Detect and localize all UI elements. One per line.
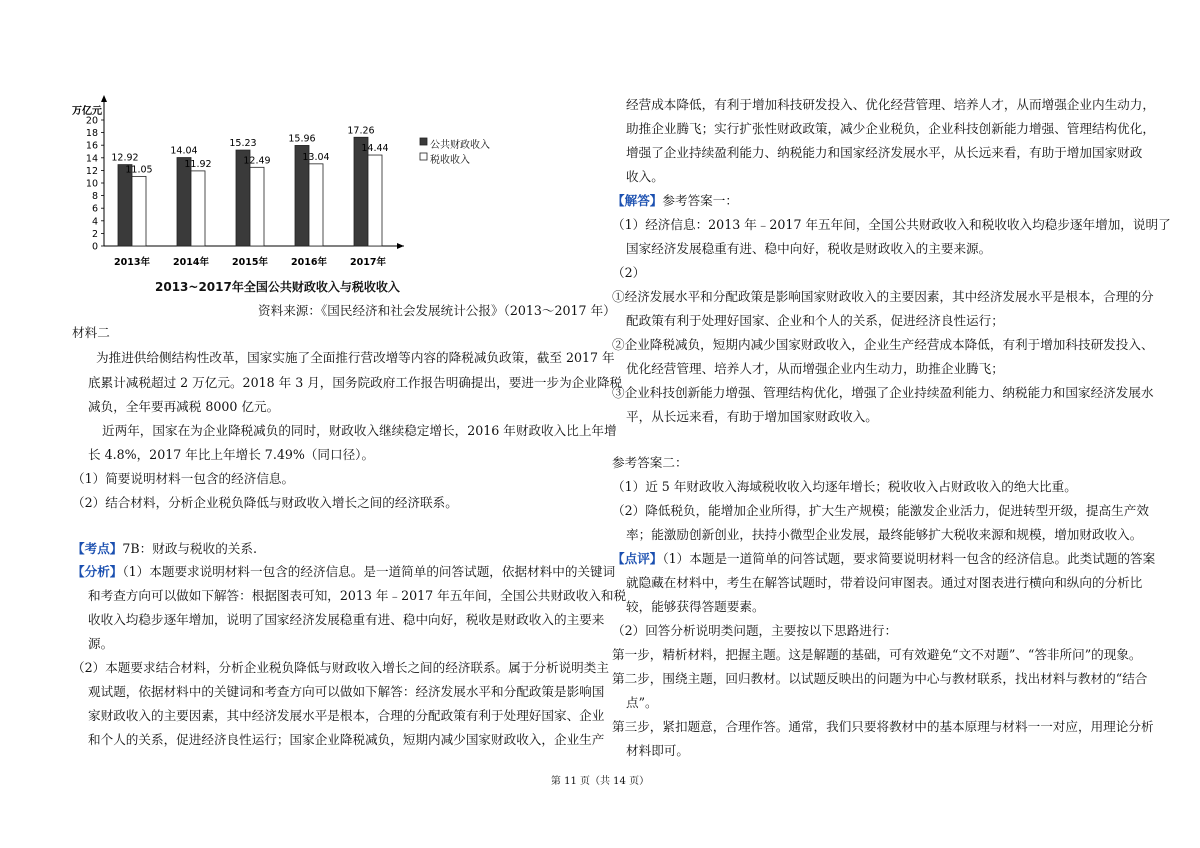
answer2-3-line1: ③企业科技创新能力增强、管理结构优化，增强了企业持续盈利能力、纳税能力和国家经济发展水 xyxy=(612,385,1154,400)
data-label: 11.05 xyxy=(125,164,153,176)
step1: 第一步，精析材料，把握主题。这是解题的基础，可有效避免“文不对题”、“答非所问”的现象。 xyxy=(612,647,1142,662)
y-tick-label: 12 xyxy=(85,165,98,177)
fenxi2-line2: 观试题，依据材料中的关键词和考查方向可以做如下解答：经济发展水平和分配政策是影响国 xyxy=(88,684,605,699)
answer-b2-line1: （2）降低税负，能增加企业所得，扩大生产规模；能激发企业活力，促进转型开级，提高生产效 xyxy=(612,503,1149,518)
bar xyxy=(177,158,191,246)
kaodian-text: 7B：财政与税收的关系. xyxy=(122,541,257,556)
x-tick-label: 2016年 xyxy=(291,257,327,268)
chart-legend xyxy=(420,138,427,160)
para2-line1: 近两年，国家在为企业降税减负的同时，财政收入继续稳定增长，2016 年财政收入比上年增 xyxy=(102,423,617,438)
fenxi2-line1: （2）本题要求结合材料，分析企业税负降低与财政收入增长之间的经济联系。属于分析说明类主 xyxy=(72,660,609,675)
data-label: 12.92 xyxy=(111,152,139,164)
y-tick-label: 2 xyxy=(91,228,98,240)
bar xyxy=(250,167,264,246)
dianping-tag: 【点评】 xyxy=(612,551,663,566)
chart-unit-label: 万亿元 xyxy=(72,106,102,117)
cont-line1: 经营成本降低，有利于增加科技研发投入、优化经营管理、培养人才，从而增强企业内生动力， xyxy=(626,97,1155,112)
step3-line2: 材料即可。 xyxy=(626,743,689,758)
fenxi-line1: 【分析】（1）本题要求说明材料一包含的经济信息。是一道简单的问答试题，依据材料中的关键词 xyxy=(72,564,616,579)
cont-line4: 收入。 xyxy=(626,169,664,184)
fenxi-line2: 和考查方向可以做如下解答：根据图表可知，2013 年﹣2017 年五年间，全国公共财政收入和税 xyxy=(88,588,627,603)
cont-line2: 助推企业腾飞；实行扩张性财政政策，减少企业税负，企业科技创新能力增强、管理结构优化， xyxy=(626,121,1155,136)
chart-source: 资料来源：《国民经济和社会发展统计公报》（2013～2017 年） xyxy=(258,303,616,318)
fenxi-line3: 收收入均稳步逐年增加，说明了国家经济发展稳重有进、稳中向好，税收是财政收入的主要来 xyxy=(88,612,605,627)
y-tick-label: 6 xyxy=(91,203,98,215)
chart-y-ticks xyxy=(86,116,104,253)
para2-line2: 长 4.8%，2017 年比上年增长 7.49%（同口径）。 xyxy=(88,447,375,462)
chart-bars xyxy=(118,137,382,246)
step2-line2: 点”。 xyxy=(626,695,658,710)
page-footer: 第 11 页（共 14 页） xyxy=(550,776,650,787)
x-tick-label: 2014年 xyxy=(173,257,209,268)
data-label: 15.96 xyxy=(288,133,316,145)
question-2: （2）结合材料，分析企业税负降低与财政收入增长之间的经济联系。 xyxy=(72,495,458,510)
answer2-2-line2: 优化经营管理、培养人才，从而增强企业内生动力，助推企业腾飞； xyxy=(626,361,1004,376)
cont-line3: 增强了企业持续盈利能力、纳税能力和国家经济发展水平，从长远来看，有助于增加国家财政 xyxy=(626,145,1143,160)
y-tick-label: 8 xyxy=(91,191,98,203)
fenxi2-line4: 和个人的关系，促进经济良性运行；国家企业降税减负，短期内减少国家财政收入，企业生产 xyxy=(88,732,605,747)
bar xyxy=(368,155,382,246)
bar xyxy=(132,176,146,246)
para1-line3: 减负，全年要再减税 8000 亿元。 xyxy=(88,399,280,414)
y-tick-label: 16 xyxy=(85,140,98,152)
y-tick-label: 18 xyxy=(85,128,98,140)
x-tick-label: 2017年 xyxy=(350,257,386,268)
fenxi-line4: 源。 xyxy=(88,636,114,651)
legend-label-fiscal: 公共财政收入 xyxy=(430,140,490,151)
jieda-tag: 【解答】 xyxy=(612,193,663,208)
y-axis-arrow xyxy=(101,95,107,102)
data-label: 15.23 xyxy=(229,138,257,150)
dianping-line1: 【点评】（1）本题是一道简单的问答试题，要求简要说明材料一包含的经济信息。此类试题的答案 xyxy=(612,551,1156,566)
answer1-line1: （1）经济信息：2013 年﹣2017 年五年间，全国公共财政收入和税收收入均稳步逐年增加，说明了 xyxy=(612,217,1171,232)
answer2-head: （2） xyxy=(612,265,646,280)
fenxi2-line3: 家财政收入的主要因素，其中经济发展水平是根本，合理的分配政策有利于处理好国家、企业 xyxy=(88,708,605,723)
answer2-title: 参考答案二： xyxy=(612,455,688,470)
material-title: 材料二 xyxy=(72,325,110,340)
step2-line1: 第二步，围绕主题，回归教材。以试题反映出的问题为中心与教材联系，找出材料与教材的“结合 xyxy=(612,671,1148,686)
y-tick-label: 0 xyxy=(91,241,98,253)
bar-chart xyxy=(70,92,430,274)
kaodian-tag: 【考点】 xyxy=(72,541,123,556)
chart-x-ticks xyxy=(114,256,386,268)
bar xyxy=(118,165,132,246)
dianping-line2: 就隐藏在材料中，考生在解答试题时，带着设问审图表。通过对图表进行横向和纵向的分析比 xyxy=(626,575,1143,590)
y-tick-label: 14 xyxy=(85,153,98,165)
answer2-1-line2: 配政策有利于处理好国家、企业和个人的关系，促进经济良性运行； xyxy=(626,313,1004,328)
para1-line2: 底累计减税超过 2 万亿元。2018 年 3 月，国务院政府工作报告明确提出，要进一步为企业降税 xyxy=(88,375,623,390)
x-axis-arrow xyxy=(397,243,404,249)
y-tick-label: 10 xyxy=(85,178,98,190)
answer2-3-line2: 平，从长远来看，有助于增加国家财政收入。 xyxy=(626,409,878,424)
legend-swatch xyxy=(420,153,427,160)
kaodian xyxy=(72,536,257,561)
answer2-1-line1: ①经济发展水平和分配政策是影响国家财政收入的主要因素，其中经济发展水平是根本，合理的分 xyxy=(612,289,1154,304)
data-label: 11.92 xyxy=(184,158,212,170)
jieda-text: 参考答案一： xyxy=(662,193,738,208)
legend-swatch xyxy=(420,138,427,145)
para1-line1: 为推进供给侧结构性改革，国家实施了全面推行营改增等内容的降税减负政策，截至 2017 年 xyxy=(96,350,615,365)
bar xyxy=(309,164,323,246)
legend-label-tax: 税收收入 xyxy=(430,155,470,166)
answer1-line2: 国家经济发展稳重有进、稳中向好，税收是财政收入的主要来源。 xyxy=(626,241,992,256)
fenxi-tag: 【分析】 xyxy=(72,564,123,579)
step3-line1: 第三步，紧扣题意，合理作答。通常，我们只要将教材中的基本原理与材料一一对应，用理论分析 xyxy=(612,719,1154,734)
answer-b2-line2: 率；能激励创新创业，扶持小微型企业发展，最终能够扩大税收来源和规模，增加财政收入。 xyxy=(626,527,1143,542)
y-tick-label: 20 xyxy=(85,115,98,127)
data-label: 14.04 xyxy=(170,145,198,157)
answer-b1: （1）近 5 年财政收入海域税收收入均逐年增长；税收收入占财政收入的绝大比重。 xyxy=(612,479,1077,494)
answer2-2-line1: ②企业降税减负，短期内减少国家财政收入，企业生产经营成本降低，有利于增加科技研发投入、 xyxy=(612,337,1154,352)
data-label: 14.44 xyxy=(361,143,389,155)
x-tick-label: 2015年 xyxy=(232,257,268,268)
jieda xyxy=(612,188,738,213)
y-tick-label: 4 xyxy=(91,216,98,228)
dianping-d2: （2）回答分析说明类问题，主要按以下思路进行： xyxy=(612,623,898,638)
chart-caption: 2013~2017年全国公共财政收入与税收收入 xyxy=(155,280,400,294)
bar xyxy=(191,171,205,246)
dianping-line3: 较，能够获得答题要素。 xyxy=(626,599,765,614)
data-label: 17.26 xyxy=(347,125,375,137)
data-label: 13.04 xyxy=(302,151,330,163)
x-tick-label: 2013年 xyxy=(114,257,150,268)
data-label: 12.49 xyxy=(243,155,271,167)
question-1: （1）简要说明材料一包含的经济信息。 xyxy=(72,471,295,486)
